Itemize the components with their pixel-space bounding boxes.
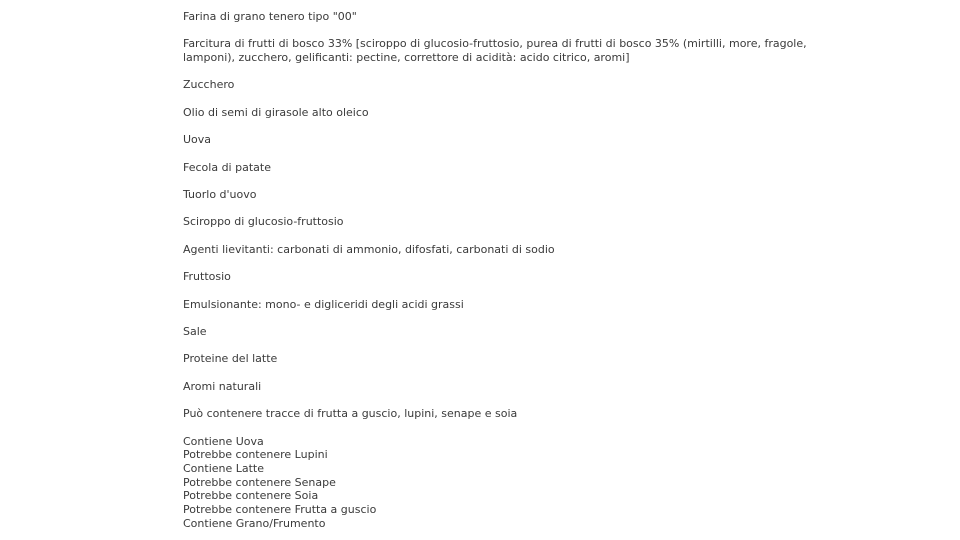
ingredient-item: Sale <box>183 325 207 338</box>
allergen-item: Potrebbe contenere Frutta a guscio <box>183 503 377 517</box>
allergen-item: Contiene Latte <box>183 461 265 475</box>
ingredient-item: Uova <box>183 133 212 147</box>
ingredient-item: Olio di semi di girasole alto oleico <box>183 105 369 119</box>
ingredient-item: Fruttosio <box>183 270 231 284</box>
allergen-item: Potrebbe contenere Soia <box>183 489 319 503</box>
ingredient-item: Proteine del latte <box>183 352 278 366</box>
ingredient-item: Emulsionante: mono- e digliceridi degli acidi grassi <box>183 297 464 311</box>
ingredient-item: Farcitura di frutti di bosco 33% [sciroppo di glucosio-fruttosio, purea di frutti di bosco 35% (mirtilli, more, fragole, lamponi), zucchero, gelificanti: pectine, correttore di acidità: acido citrico, aromi] <box>183 37 811 65</box>
allergen-item: Contiene Grano/Frumento <box>183 516 326 530</box>
allergen-list <box>183 435 823 531</box>
ingredient-item: Sciroppo di glucosio-fruttosio <box>183 215 344 229</box>
ingredient-item: Aromi naturali <box>183 379 262 393</box>
trace-warning: Può contenere tracce di frutta a guscio, lupini, senape e soia <box>183 407 518 421</box>
ingredient-item: Fecola di patate <box>183 160 271 174</box>
ingredient-item: Zucchero <box>183 78 235 92</box>
allergen-item: Potrebbe contenere Lupini <box>183 448 328 462</box>
ingredient-list <box>183 10 823 421</box>
allergen-item: Potrebbe contenere Senape <box>183 475 336 489</box>
ingredient-item: Agenti lievitanti: carbonati di ammonio, difosfati, carbonati di sodio <box>183 242 555 256</box>
ingredient-item: Farina di grano tenero tipo "00" <box>183 10 357 23</box>
allergen-item: Contiene Uova <box>183 434 264 448</box>
ingredients-document <box>183 10 823 530</box>
ingredient-item: Tuorlo d'uovo <box>183 188 257 202</box>
